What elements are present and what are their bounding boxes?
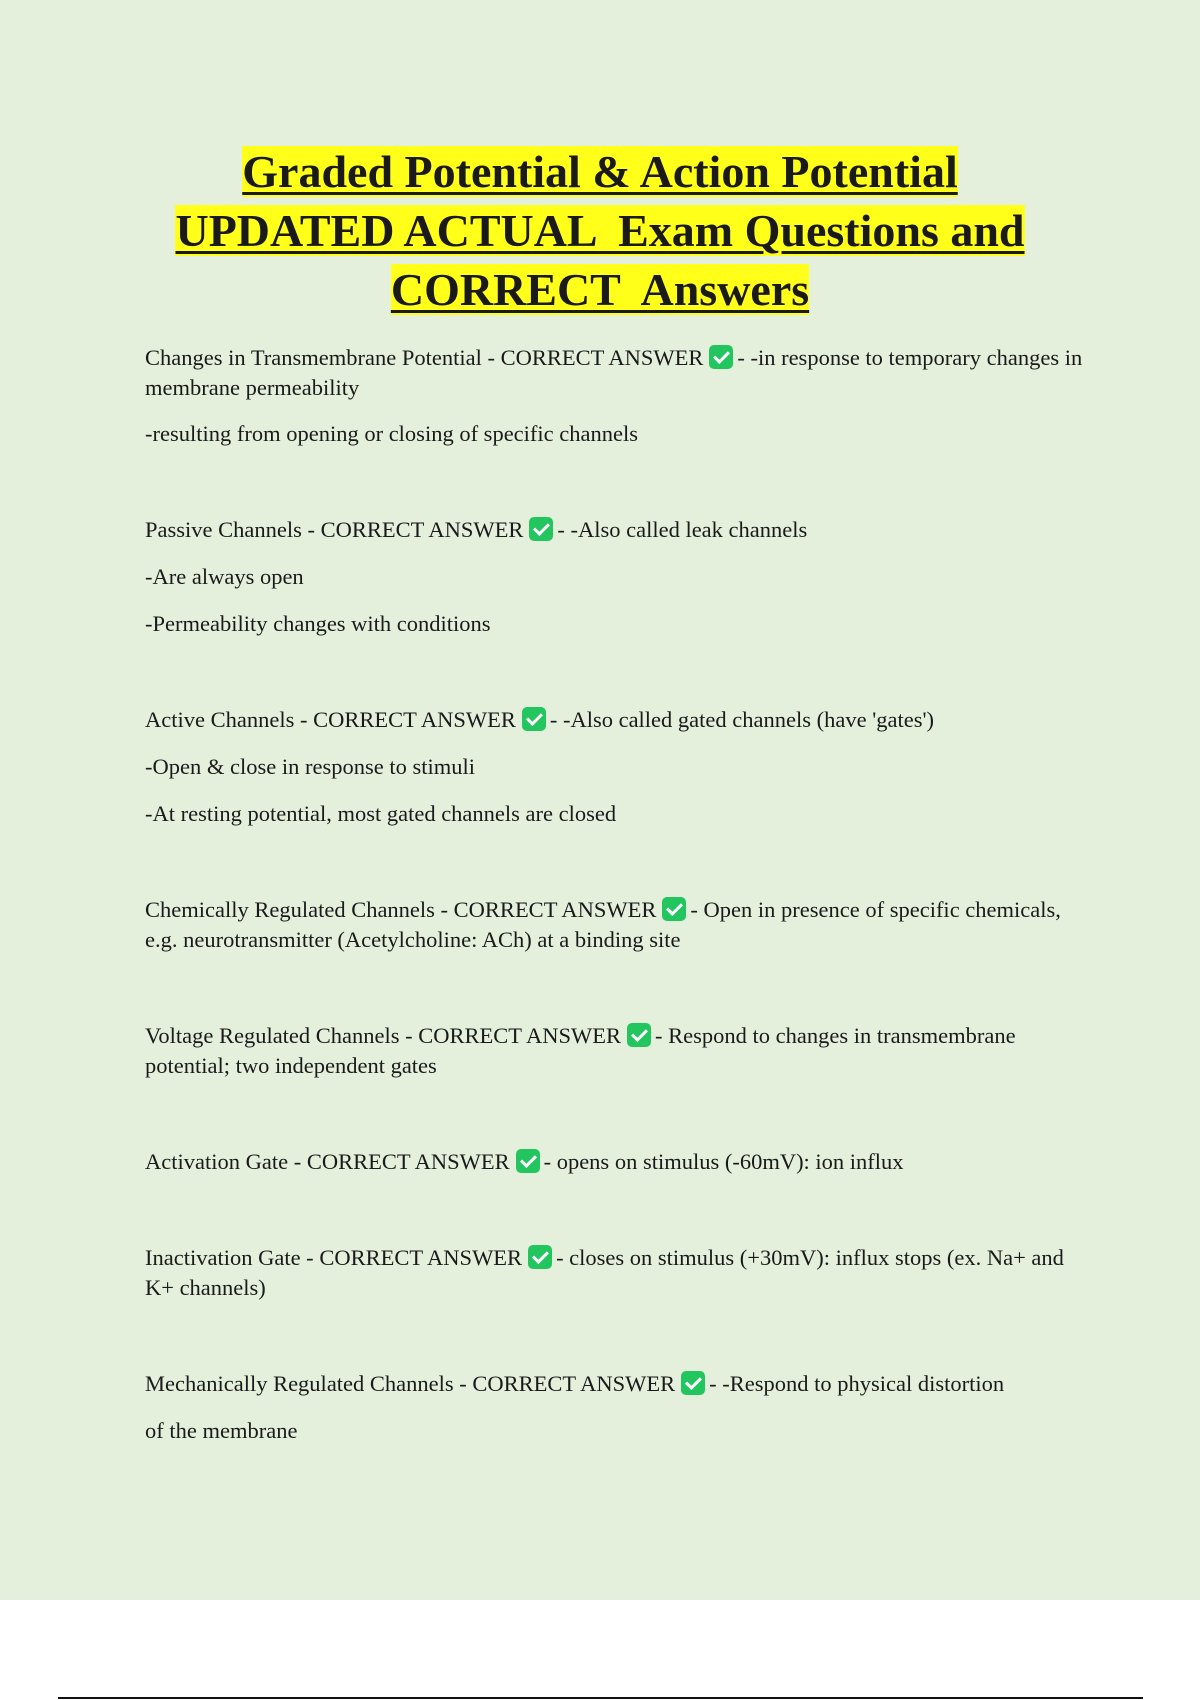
correct-answer-label: CORRECT ANSWER: [500, 345, 704, 370]
correct-answer-label: CORRECT ANSWER: [472, 1371, 676, 1396]
correct-answer-label: CORRECT ANSWER: [306, 1149, 510, 1174]
entry-sub-line: of the membrane: [145, 1418, 298, 1443]
entry-term: Activation Gate -: [145, 1149, 307, 1174]
entry-answer: - Respond to changes in transmembrane potential; two independent gates: [145, 1023, 1016, 1078]
footer-divider: [58, 1697, 1143, 1699]
qa-list: [145, 343, 1085, 1446]
qa-entry: [145, 515, 1085, 639]
check-box-icon: [516, 1149, 540, 1173]
title-line-1: Graded Potential & Action Potential: [242, 146, 958, 197]
title-line-2: UPDATED ACTUAL Exam Questions and: [175, 205, 1025, 256]
entry-answer: - -Also called gated channels (have 'gates'): [549, 707, 935, 732]
entry-term: Chemically Regulated Channels -: [145, 897, 454, 922]
entry-answer: - opens on stimulus (-60mV): ion influx: [543, 1149, 904, 1174]
correct-answer-label: CORRECT ANSWER: [320, 517, 524, 542]
qa-entry: [145, 1147, 1085, 1177]
correct-answer-label: CORRECT ANSWER: [313, 707, 516, 732]
title-line-3: CORRECT Answers: [390, 264, 810, 315]
correct-answer-label: CORRECT ANSWER: [418, 1023, 622, 1048]
entry-answer: - -in response to temporary changes in membrane permeability: [145, 345, 1083, 400]
qa-entry: [145, 1243, 1085, 1303]
correct-answer-label: CORRECT ANSWER: [319, 1245, 523, 1270]
entry-sub-line: -Open & close in response to stimuli: [145, 754, 475, 779]
check-box-icon: [522, 707, 546, 731]
entry-sub-line: -At resting potential, most gated channels are closed: [145, 801, 617, 826]
entry-sub-line: -Permeability changes with conditions: [145, 611, 491, 636]
qa-entry: [145, 1021, 1085, 1081]
entry-answer: - -Also called leak channels: [557, 517, 808, 542]
document-title: [0, 142, 1200, 319]
qa-entry: [145, 895, 1085, 955]
check-box-icon: [681, 1371, 705, 1395]
entry-term: Active Channels -: [145, 707, 314, 732]
check-box-icon: [528, 1245, 552, 1269]
entry-term: Changes in Transmembrane Potential -: [145, 345, 501, 370]
qa-entry: [145, 1369, 1085, 1446]
entry-answer: - -Respond to physical distortion: [709, 1371, 1005, 1396]
entry-answer: - Open in presence of specific chemicals, e.g. neurotransmitter (Acetylcholine: ACh) at a binding site: [145, 897, 1061, 952]
qa-entry: [145, 705, 1085, 829]
check-box-icon: [709, 345, 733, 369]
check-box-icon: [529, 517, 553, 541]
entry-term: Passive Channels -: [145, 517, 321, 542]
qa-entry: [145, 343, 1085, 449]
check-box-icon: [627, 1023, 651, 1047]
entry-term: Mechanically Regulated Channels -: [145, 1371, 473, 1396]
correct-answer-label: CORRECT ANSWER: [453, 897, 657, 922]
entry-sub-line: -resulting from opening or closing of specific channels: [145, 421, 638, 446]
entry-sub-line: -Are always open: [145, 564, 304, 589]
entry-term: Voltage Regulated Channels -: [145, 1023, 419, 1048]
entry-term: Inactivation Gate -: [145, 1245, 320, 1270]
entry-answer: - closes on stimulus (+30mV): influx stops (ex. Na+ and K+ channels): [145, 1245, 1064, 1300]
check-box-icon: [662, 897, 686, 921]
